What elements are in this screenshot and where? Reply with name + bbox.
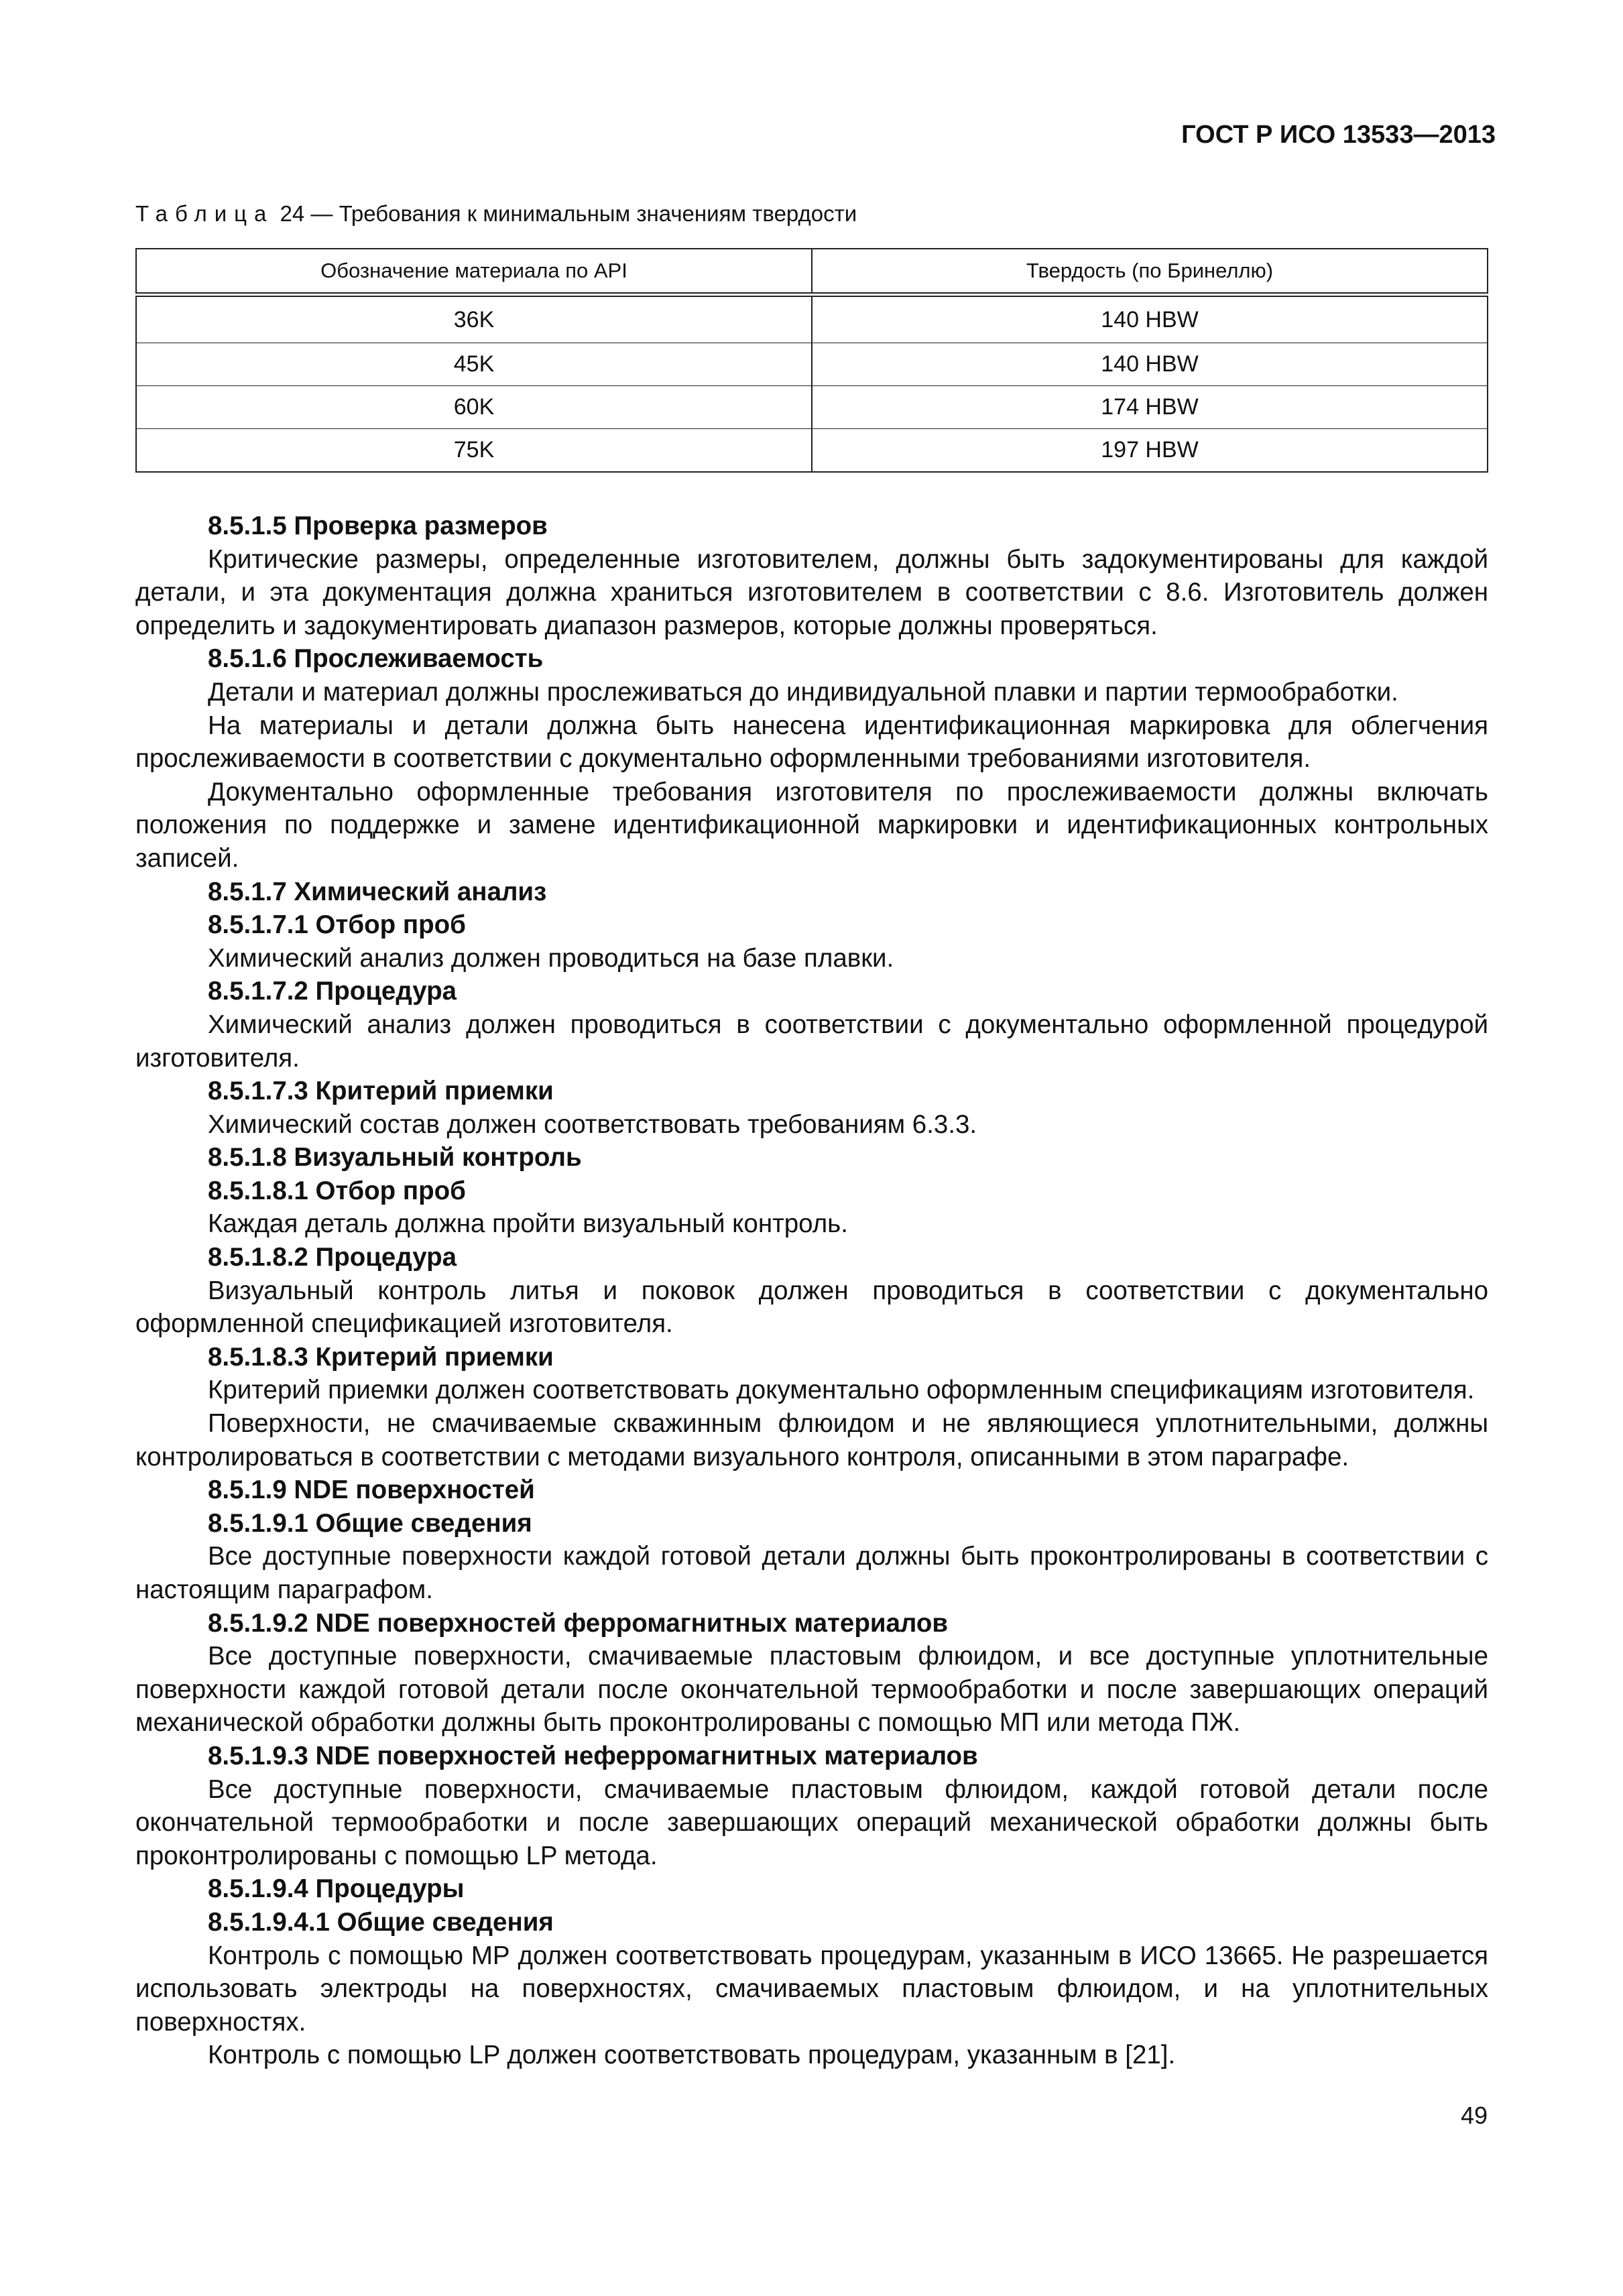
table-caption-text: 24 — Требования к минимальным значениям твердости — [280, 201, 857, 226]
table-row — [136, 386, 1488, 429]
paragraph: Критические размеры, определенные изготовителем, должны быть задокументированы для каждой детали, и эта документация должна храниться изготовителем в соответствии с 8.6. Изготовитель должен определить и задокументировать диапазон размеров, которые должны проверяться. — [135, 544, 1488, 640]
paragraph: Химический анализ должен проводиться в соответствии с документально оформленной процедурой изготовителя. — [135, 1010, 1488, 1073]
paragraph: Документально оформленные требования изготовителя по прослеживаемости должны включать положения по поддержке и замене идентификационной маркировки и идентификационных контрольных записей. — [135, 777, 1488, 873]
paragraph: Все доступные поверхности, смачиваемые пластовым флюидом, и все доступные уплотнительные поверхности каждой готовой детали после окончательной термообработки и после завершающих операций механической обработки должны быть проконтролированы с помощью МП или метода ПЖ. — [135, 1642, 1488, 1738]
section-heading: 8.5.1.9 NDE поверхностей — [208, 1475, 535, 1505]
section-heading: 8.5.1.7.2 Процедура — [208, 977, 457, 1006]
paragraph: Поверхности, не смачиваемые скважинным флюидом и не являющиеся уплотнительными, должны контролироваться в соответствии с методами визуального контроля, описанными в этом параграфе. — [135, 1409, 1488, 1471]
paragraph: На материалы и детали должна быть нанесена идентификационная маркировка для облегчения прослеживаемости в соответствии с документально оформленными требованиями изготовителя. — [135, 711, 1488, 774]
paragraph: Химический состав должен соответствовать требованиям 6.3.3. — [208, 1109, 977, 1139]
section-heading: 8.5.1.7.3 Критерий приемки — [208, 1077, 554, 1106]
material-cell: 60K — [136, 386, 812, 429]
paragraph: Каждая деталь должна пройти визуальный контроль. — [208, 1209, 848, 1239]
paragraph: Контроль с помощью МР должен соответствовать процедурам, указанным в ИСО 13665. Не разрешается использовать электроды на поверхностях, смачиваемых пластовым флюидом, и на уплотнительных поверхностях. — [135, 1941, 1488, 2037]
section-heading: 8.5.1.5 Проверка размеров — [208, 511, 548, 540]
section-heading: 8.5.1.9.4 Процедуры — [208, 1874, 465, 1904]
paragraph: Визуальный контроль литья и поковок должен проводиться в соответствии с документально оформленной спецификацией изготовителя. — [135, 1276, 1488, 1339]
paragraph: Все доступные поверхности, смачиваемые пластовым флюидом, каждой готовой детали после окончательной термообработки и после завершающих операций механической обработки должны быть проконтролированы с помощью LP метода. — [135, 1774, 1488, 1870]
table-caption — [135, 201, 857, 227]
section-heading: 8.5.1.6 Прослеживаемость — [208, 644, 544, 674]
column-header-hardness: Твердость (по Бринеллю) — [812, 249, 1488, 295]
hardness-cell: 174 HBW — [812, 386, 1488, 429]
table-row — [136, 429, 1488, 473]
section-heading: 8.5.1.8.3 Критерий приемки — [208, 1342, 554, 1372]
hardness-cell: 140 HBW — [812, 343, 1488, 386]
page-number: 49 — [1460, 2102, 1488, 2129]
paragraph: Химический анализ должен проводиться на базе плавки. — [208, 943, 894, 973]
paragraph: Контроль с помощью LP должен соответствовать процедурам, указанным в [21]. — [208, 2041, 1176, 2070]
section-heading: 8.5.1.7 Химический анализ — [208, 877, 547, 906]
table-header-row — [136, 249, 1488, 295]
section-heading: 8.5.1.9.3 NDE поверхностей неферромагнитных материалов — [208, 1741, 978, 1770]
paragraph: Все доступные поверхности каждой готовой детали должны быть проконтролированы в соответствии с настоящим параграфом. — [135, 1542, 1488, 1604]
section-heading: 8.5.1.7.1 Отбор проб — [208, 910, 466, 940]
section-heading: 8.5.1.8.2 Процедура — [208, 1243, 457, 1272]
hardness-cell: 197 HBW — [812, 429, 1488, 473]
table-row — [136, 343, 1488, 386]
column-header-material: Обозначение материала по API — [136, 249, 812, 295]
section-heading: 8.5.1.8 Визуальный контроль — [208, 1143, 582, 1172]
section-heading: 8.5.1.8.1 Отбор проб — [208, 1176, 466, 1205]
material-cell: 75K — [136, 429, 812, 473]
material-cell: 36K — [136, 295, 812, 343]
section-heading: 8.5.1.9.1 Общие сведения — [208, 1508, 532, 1538]
table-caption-lead: Таблица — [135, 201, 274, 226]
table-row — [136, 295, 1488, 343]
document-body — [135, 509, 1488, 2072]
material-cell: 45K — [136, 343, 812, 386]
section-heading: 8.5.1.9.2 NDE поверхностей ферромагнитных материалов — [208, 1608, 949, 1638]
hardness-table — [135, 248, 1488, 473]
standard-number: ГОСТ Р ИСО 13533—2013 — [1181, 121, 1496, 149]
paragraph: Критерий приемки должен соответствовать документально оформленным спецификациям изготовителя. — [208, 1376, 1475, 1405]
hardness-cell: 140 HBW — [812, 295, 1488, 343]
section-heading: 8.5.1.9.4.1 Общие сведения — [208, 1907, 554, 1937]
paragraph: Детали и материал должны прослеживаться до индивидуальной плавки и партии термообработки. — [208, 677, 1398, 707]
